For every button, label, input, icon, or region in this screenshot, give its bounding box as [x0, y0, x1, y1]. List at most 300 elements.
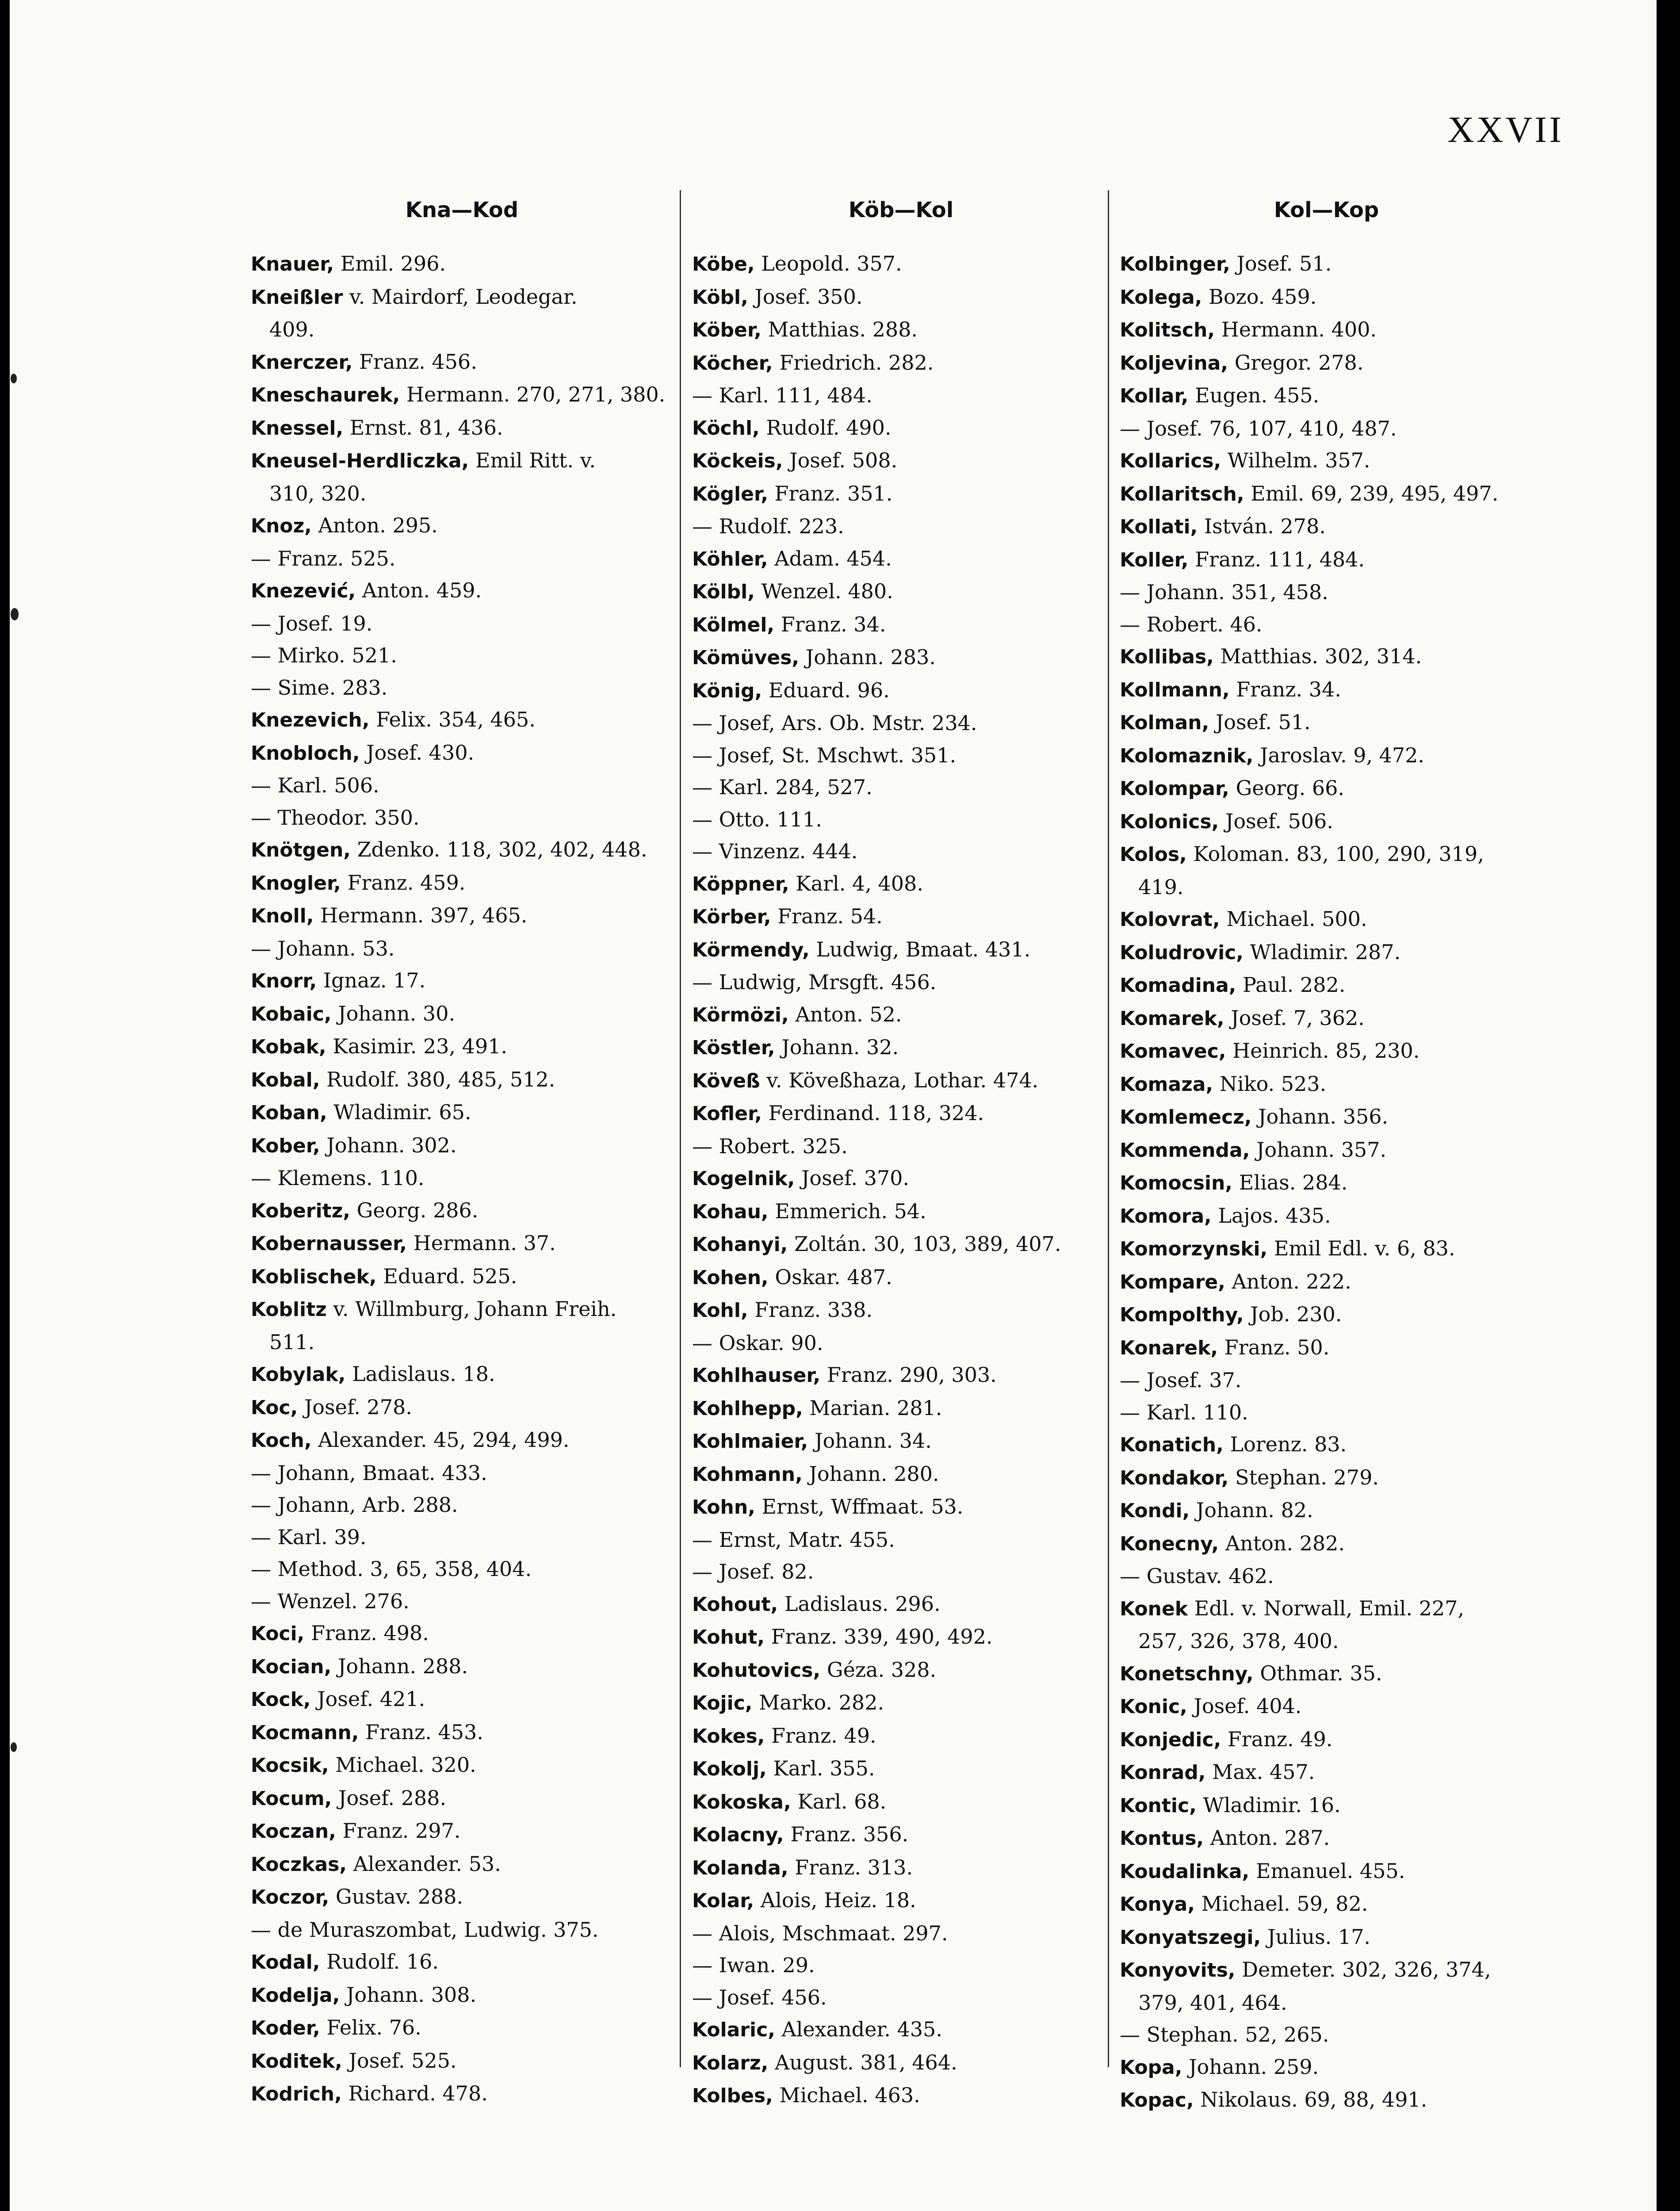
index-entry — [692, 868, 1110, 901]
index-entry — [692, 1752, 1110, 1786]
surname: Knauer, — [251, 253, 334, 275]
scanned-page — [10, 0, 1657, 2211]
index-entry — [692, 281, 1110, 314]
surname: Kocian, — [251, 1655, 332, 1678]
entry-details: Gregor. 278. — [1234, 350, 1364, 375]
surname: Köbe, — [692, 253, 755, 275]
index-subentry — [692, 707, 1110, 739]
surname: Kolacny, — [692, 1824, 784, 1846]
surname: Köstler, — [692, 1037, 775, 1059]
index-entry — [251, 737, 673, 770]
entry-details: — Josef, Ars. Ob. Mstr. 234. — [692, 711, 977, 735]
entry-list — [251, 248, 673, 2111]
index-entry — [251, 509, 673, 543]
entry-details: Anton. 287. — [1210, 1826, 1330, 1850]
entry-details: Karl. 4, 408. — [796, 871, 923, 895]
surname: Kogelnik, — [692, 1167, 795, 1190]
entry-details: Emil. 69, 239, 495, 497. — [1251, 481, 1499, 505]
entry-details: Anton. 282. — [1225, 1531, 1345, 1555]
index-entry — [251, 998, 673, 1031]
surname: Kobylak, — [251, 1363, 346, 1386]
entry-details: Lajos. 435. — [1218, 1203, 1331, 1228]
entry-details: Johann. 82. — [1196, 1498, 1313, 1522]
surname: Knoll, — [251, 905, 314, 927]
entry-details: 257, 326, 378, 400. — [1138, 1629, 1339, 1653]
surname: Knezević, — [251, 580, 356, 602]
index-subentry — [251, 1489, 673, 1521]
entry-details: — Johann. 351, 458. — [1120, 580, 1328, 604]
index-entry — [251, 1293, 673, 1326]
surname: Köchl, — [692, 417, 760, 440]
entry-details: Emmerich. 54. — [775, 1199, 926, 1223]
index-entry — [1120, 969, 1533, 1002]
surname: Kocum, — [251, 1787, 332, 1810]
index-entry — [251, 1129, 673, 1163]
entry-details: Johann. 283. — [805, 645, 936, 669]
entry-details: Stephan. 279. — [1235, 1465, 1379, 1489]
surname: Kondi, — [1120, 1500, 1190, 1522]
surname: Kodrich, — [251, 2083, 342, 2105]
index-subentry — [251, 1553, 673, 1585]
entry-details: — Karl. 110. — [1120, 1400, 1248, 1424]
surname: Knoz, — [251, 515, 312, 537]
index-entry — [692, 2013, 1110, 2047]
entry-details: Alexander. 435. — [781, 2017, 942, 2041]
entry-details: Wilhelm. 357. — [1227, 448, 1370, 472]
surname: Kompare, — [1120, 1270, 1225, 1293]
index-subentry — [692, 1524, 1110, 1556]
index-entry — [1120, 1232, 1533, 1266]
surname: Kohau, — [692, 1200, 769, 1223]
index-entry-continuation — [251, 1326, 673, 1358]
index-subentry — [251, 802, 673, 834]
entry-details: — Josef. 19. — [251, 611, 373, 635]
entry-details: Johann. 288. — [338, 1654, 468, 1678]
entry-details: Franz. 50. — [1224, 1335, 1330, 1359]
surname: Kolos, — [1120, 843, 1187, 866]
surname: Kneißler — [251, 286, 343, 309]
entry-details: Wenzel. 480. — [761, 579, 893, 603]
surname: Köckeis, — [692, 450, 783, 472]
index-entry — [1120, 838, 1533, 871]
surname: Kolanda, — [692, 1856, 788, 1879]
column-heading: Kna—Kod — [405, 198, 519, 222]
surname: Kohn, — [692, 1496, 755, 1519]
surname: Kögler, — [692, 482, 768, 505]
entry-details: — Karl. 284, 527. — [692, 775, 873, 799]
index-entry — [251, 1848, 673, 1881]
entry-details: Franz. 313. — [795, 1855, 913, 1879]
surname: Kofler, — [692, 1102, 762, 1125]
surname: Knerczer, — [251, 351, 353, 374]
index-entry — [251, 1815, 673, 1848]
surname: Kohen, — [692, 1266, 769, 1289]
entry-details: Wladimir. 65. — [333, 1100, 471, 1124]
index-entry — [692, 1654, 1110, 1687]
surname: Koblischek, — [251, 1265, 377, 1288]
entry-details: Hermann. 37. — [413, 1231, 556, 1255]
entry-details: Bozo. 459. — [1209, 284, 1317, 309]
surname: Köbl, — [692, 286, 748, 309]
entry-details: Michael. 320. — [335, 1753, 476, 1777]
entry-details: Josef. 430. — [366, 740, 475, 765]
index-subentry — [1120, 1396, 1533, 1429]
entry-details: Ladislaus. 18. — [352, 1362, 495, 1386]
index-entry — [251, 379, 673, 412]
index-entry — [1120, 640, 1533, 673]
entry-details: Anton. 52. — [795, 1002, 902, 1026]
surname: Komavec, — [1120, 1040, 1226, 1063]
index-entry — [692, 1687, 1110, 1720]
entry-details: Anton. 222. — [1232, 1269, 1351, 1293]
index-entry — [1120, 1167, 1533, 1200]
entry-details: Franz. 351. — [774, 481, 893, 505]
entry-details: Matthias. 302, 314. — [1220, 644, 1422, 668]
index-entry — [251, 1881, 673, 1914]
index-entry — [692, 674, 1110, 708]
index-entry — [251, 1716, 673, 1749]
index-entry — [1120, 1690, 1533, 1723]
entry-details: — Stephan. 52, 265. — [1120, 2023, 1329, 2047]
index-entry — [251, 1979, 673, 2012]
index-entry — [692, 1031, 1110, 1064]
surname: Kobernausser, — [251, 1232, 407, 1255]
surname: Körmendy, — [692, 938, 810, 961]
index-entry — [1120, 1954, 1533, 1987]
index-entry — [1120, 706, 1533, 739]
surname: Kohmann, — [692, 1463, 803, 1486]
surname: Kolarz, — [692, 2051, 769, 2074]
entry-details: — Ludwig, Mrsgft. 456. — [692, 970, 937, 994]
surname: Köber, — [692, 319, 762, 341]
entry-details: — Klemens. 110. — [251, 1166, 425, 1190]
surname: Kohut, — [692, 1626, 765, 1649]
index-entry — [251, 1650, 673, 1683]
surname: Kolovrat, — [1120, 908, 1220, 931]
index-entry — [692, 575, 1110, 608]
entry-details: Johann. 357. — [1256, 1137, 1387, 1162]
index-subentry — [692, 379, 1110, 412]
index-entry — [692, 1851, 1110, 1885]
index-entry — [251, 574, 673, 608]
index-entry — [692, 1392, 1110, 1425]
surname: Konya, — [1120, 1893, 1195, 1916]
entry-details: — Karl. 111, 484. — [692, 383, 873, 407]
entry-details: — Josef. 82. — [692, 1560, 814, 1584]
index-subentry — [692, 835, 1110, 868]
index-entry — [251, 346, 673, 379]
entry-details: — Josef. 456. — [692, 1985, 827, 2009]
entry-details: Josef. 508. — [789, 448, 898, 472]
entry-details: Franz. 453. — [365, 1720, 484, 1744]
surname: Kollarics, — [1120, 450, 1221, 472]
surname: Koch, — [251, 1429, 312, 1452]
index-entry — [251, 248, 673, 281]
entry-details: Josef. 51. — [1215, 710, 1311, 734]
column-heading: Kol—Kop — [1274, 198, 1379, 222]
surname: Konrad, — [1120, 1761, 1206, 1784]
entry-details: — Gustav. 462. — [1120, 1564, 1274, 1588]
surname: Köppner, — [692, 872, 789, 895]
entry-details: Gustav. 288. — [336, 1885, 463, 1909]
index-entry — [692, 2047, 1110, 2080]
entry-details: Emil Edl. v. 6, 83. — [1274, 1236, 1455, 1260]
entry-details: Michael. 59, 82. — [1201, 1892, 1368, 1916]
surname: Köcher, — [692, 352, 773, 375]
entry-details: Rudolf. 380, 485, 512. — [326, 1067, 555, 1091]
entry-details: Othmar. 35. — [1260, 1661, 1382, 1685]
entry-details: — Karl. 39. — [251, 1525, 367, 1549]
index-subentry — [692, 1327, 1110, 1359]
index-subentry — [251, 672, 673, 704]
entry-details: Heinrich. 85, 230. — [1232, 1039, 1420, 1063]
index-entry — [1120, 510, 1533, 543]
entry-details: Rudolf. 490. — [766, 415, 892, 440]
index-subentry — [251, 639, 673, 672]
index-entry — [1120, 347, 1533, 380]
surname: Kolomaznik, — [1120, 744, 1254, 767]
index-entry — [692, 1818, 1110, 1851]
entry-details: Richard. 478. — [348, 2081, 488, 2105]
index-entry — [692, 412, 1110, 445]
entry-details: Marko. 282. — [759, 1691, 884, 1714]
surname: Knötgen, — [251, 839, 351, 861]
entry-details: Josef. 506. — [1225, 809, 1333, 833]
index-entry — [1120, 673, 1533, 707]
entry-details: Franz. 34. — [781, 612, 886, 636]
entry-details: Adam. 454. — [774, 546, 892, 570]
entry-details: — Ernst, Matr. 455. — [692, 1527, 895, 1552]
surname: Kohlmaier, — [692, 1430, 808, 1453]
index-subentry — [251, 608, 673, 640]
index-entry — [251, 1358, 673, 1391]
index-entry — [1120, 2084, 1533, 2117]
index-entry — [1120, 1822, 1533, 1855]
surname: Kontic, — [1120, 1794, 1197, 1817]
entry-details: Oskar. 487. — [775, 1265, 892, 1289]
entry-details: Elias. 284. — [1239, 1171, 1348, 1194]
index-entry — [251, 899, 673, 933]
entry-details: — Johann, Arb. 288. — [251, 1493, 458, 1517]
entry-details: Franz. 54. — [777, 904, 883, 928]
entry-details: — Mirko. 521. — [251, 643, 397, 667]
index-entry — [1120, 936, 1533, 969]
entry-details: Wladimir. 287. — [1250, 940, 1401, 964]
index-entry — [1120, 2051, 1533, 2084]
index-column-2 — [692, 190, 1110, 2112]
entry-details: Friedrich. 282. — [779, 350, 934, 375]
index-entry — [1120, 1298, 1533, 1331]
surname: Kopa, — [1120, 2056, 1183, 2079]
index-entry-continuation — [1120, 871, 1533, 903]
surname: König, — [692, 679, 762, 702]
index-entry — [251, 2045, 673, 2078]
entry-list — [692, 248, 1110, 2112]
entry-details: — Iwan. 29. — [692, 1953, 815, 1977]
index-entry — [1120, 1101, 1533, 1134]
surname: Koci, — [251, 1622, 305, 1645]
surname: Komocsin, — [1120, 1172, 1233, 1194]
surname: Koczor, — [251, 1886, 329, 1909]
surname: Kojic, — [692, 1692, 753, 1714]
surname: Konecny, — [1120, 1532, 1219, 1555]
surname: Komlemecz, — [1120, 1106, 1252, 1128]
index-entry — [251, 1946, 673, 1979]
surname: Koljevina, — [1120, 352, 1228, 375]
index-entry — [1120, 543, 1533, 577]
index-entry — [692, 1228, 1110, 1261]
entry-details: August. 381, 464. — [774, 2050, 957, 2074]
surname: Kolbes, — [692, 2085, 773, 2107]
page-number: XXVII — [1447, 109, 1564, 150]
index-entry — [251, 704, 673, 737]
entry-details: Ladislaus. 296. — [784, 1591, 941, 1616]
index-entry — [692, 933, 1110, 967]
surname: Kobal, — [251, 1068, 320, 1091]
surname: Kölmel, — [692, 613, 775, 636]
index-entry — [692, 1491, 1110, 1524]
entry-details: Emil. 296. — [340, 252, 446, 275]
surname: Konyovits, — [1120, 1959, 1236, 1981]
surname: Kolompar, — [1120, 777, 1229, 800]
entry-details: Ernst. 81, 436. — [349, 415, 503, 440]
entry-details: Alois, Heiz. 18. — [760, 1888, 916, 1912]
index-subentry — [1120, 608, 1533, 641]
entry-details: Georg. 66. — [1236, 776, 1344, 800]
entry-details: Edl. v. Norwall, Emil. 227, — [1194, 1596, 1465, 1620]
index-entry — [1120, 1200, 1533, 1233]
surname: Knobloch, — [251, 742, 360, 765]
index-subentry — [692, 739, 1110, 772]
entry-details: — Rudolf. 223. — [692, 514, 844, 538]
surname: Kollar, — [1120, 385, 1189, 407]
entry-details: — Robert. 325. — [692, 1134, 848, 1158]
entry-details: — Franz. 525. — [251, 546, 396, 570]
entry-details: Demeter. 302, 326, 374, — [1242, 1958, 1491, 1981]
entry-details: Anton. 459. — [362, 578, 482, 602]
surname: Kommenda, — [1120, 1139, 1250, 1162]
index-entry — [692, 1195, 1110, 1228]
index-entry — [251, 1424, 673, 1457]
index-entry — [251, 834, 673, 867]
surname: Kokolj, — [692, 1758, 767, 1780]
index-subentry — [692, 1949, 1110, 1981]
index-entry — [692, 1588, 1110, 1621]
index-entry — [1120, 1428, 1533, 1461]
entry-details: Ignaz. 17. — [323, 968, 426, 992]
index-entry — [1120, 1527, 1533, 1561]
index-subentry — [692, 966, 1110, 998]
index-entry — [251, 1260, 673, 1293]
index-entry — [692, 608, 1110, 642]
entry-details: Anton. 295. — [318, 513, 438, 537]
index-entry — [251, 2077, 673, 2111]
surname: Kobak, — [251, 1036, 326, 1058]
index-entry — [692, 1621, 1110, 1654]
surname: Kohlhepp, — [692, 1397, 803, 1420]
surname: Kolman, — [1120, 711, 1209, 734]
surname: Kneusel-Herdliczka, — [251, 450, 469, 472]
surname: Knezevich, — [251, 709, 370, 731]
index-entry-continuation — [251, 478, 673, 510]
entry-details: Niko. 523. — [1219, 1071, 1327, 1096]
surname: Kobaic, — [251, 1002, 332, 1025]
index-entry — [1120, 1461, 1533, 1495]
index-entry — [1120, 1855, 1533, 1888]
index-entry — [692, 248, 1110, 281]
index-entry — [251, 1782, 673, 1815]
entry-details: Hermann. 270, 271, 380. — [406, 383, 666, 406]
entry-details: — de Muraszombat, Ludwig. 375. — [251, 1917, 599, 1942]
surname: Kneschaurek, — [251, 384, 400, 406]
surname: Kollati, — [1120, 516, 1198, 538]
index-entry — [692, 1458, 1110, 1491]
index-entry — [251, 2012, 673, 2045]
entry-details: Johann. 30. — [338, 1001, 455, 1025]
entry-details: Josef. 421. — [317, 1687, 425, 1711]
index-entry — [1120, 478, 1533, 511]
index-entry — [1120, 314, 1533, 347]
index-entry — [1120, 1068, 1533, 1101]
entry-details: Josef. 278. — [304, 1395, 412, 1419]
surname: Kohout, — [692, 1593, 778, 1616]
surname: Kolega, — [1120, 286, 1202, 309]
index-subentry — [692, 510, 1110, 543]
entry-details: Johann. 308. — [346, 1982, 477, 2007]
index-entry — [692, 543, 1110, 576]
surname: Komaza, — [1120, 1073, 1213, 1096]
surname: Konatich, — [1120, 1434, 1224, 1456]
index-entry — [1120, 248, 1533, 281]
surname: Koditek, — [251, 2050, 342, 2073]
index-entry — [251, 1063, 673, 1097]
entry-details: Johann. 302. — [326, 1133, 457, 1157]
entry-details: — Sime. 283. — [251, 675, 388, 700]
index-entry — [692, 1720, 1110, 1753]
entry-details: — Oskar. 90. — [692, 1331, 823, 1355]
entry-details: — Method. 3, 65, 358, 404. — [251, 1557, 532, 1581]
entry-details: Johann. 32. — [781, 1035, 899, 1059]
entry-details: Ludwig, Bmaat. 431. — [816, 937, 1031, 961]
index-entry — [251, 1096, 673, 1129]
surname: Knorr, — [251, 970, 317, 992]
binding-hole-mark — [11, 374, 17, 383]
surname: Koban, — [251, 1102, 327, 1124]
surname: Konarek, — [1120, 1336, 1218, 1359]
index-entry — [692, 1786, 1110, 1819]
index-entry — [1120, 772, 1533, 805]
index-subentry — [251, 543, 673, 575]
index-subentry — [251, 1585, 673, 1618]
surname: Koczkas, — [251, 1853, 347, 1876]
index-subentry — [1120, 576, 1533, 608]
surname: Kolar, — [692, 1890, 754, 1912]
surname: Kohl, — [692, 1299, 748, 1322]
surname: Kollmann, — [1120, 678, 1230, 701]
index-entry — [692, 1884, 1110, 1917]
entry-details: Franz. 456. — [359, 349, 477, 374]
entry-details: — Otto. 111. — [692, 807, 822, 831]
index-entry — [692, 900, 1110, 933]
index-subentry — [692, 1981, 1110, 2014]
entry-details: Jaroslav. 9, 472. — [1260, 743, 1425, 767]
surname: Kocmann, — [251, 1721, 359, 1744]
entry-details: — Josef. 76, 107, 410, 487. — [1120, 416, 1397, 440]
column-divider — [680, 190, 681, 2067]
surname: Kohutovics, — [692, 1659, 821, 1682]
index-subentry — [692, 1130, 1110, 1163]
index-entry — [251, 867, 673, 900]
